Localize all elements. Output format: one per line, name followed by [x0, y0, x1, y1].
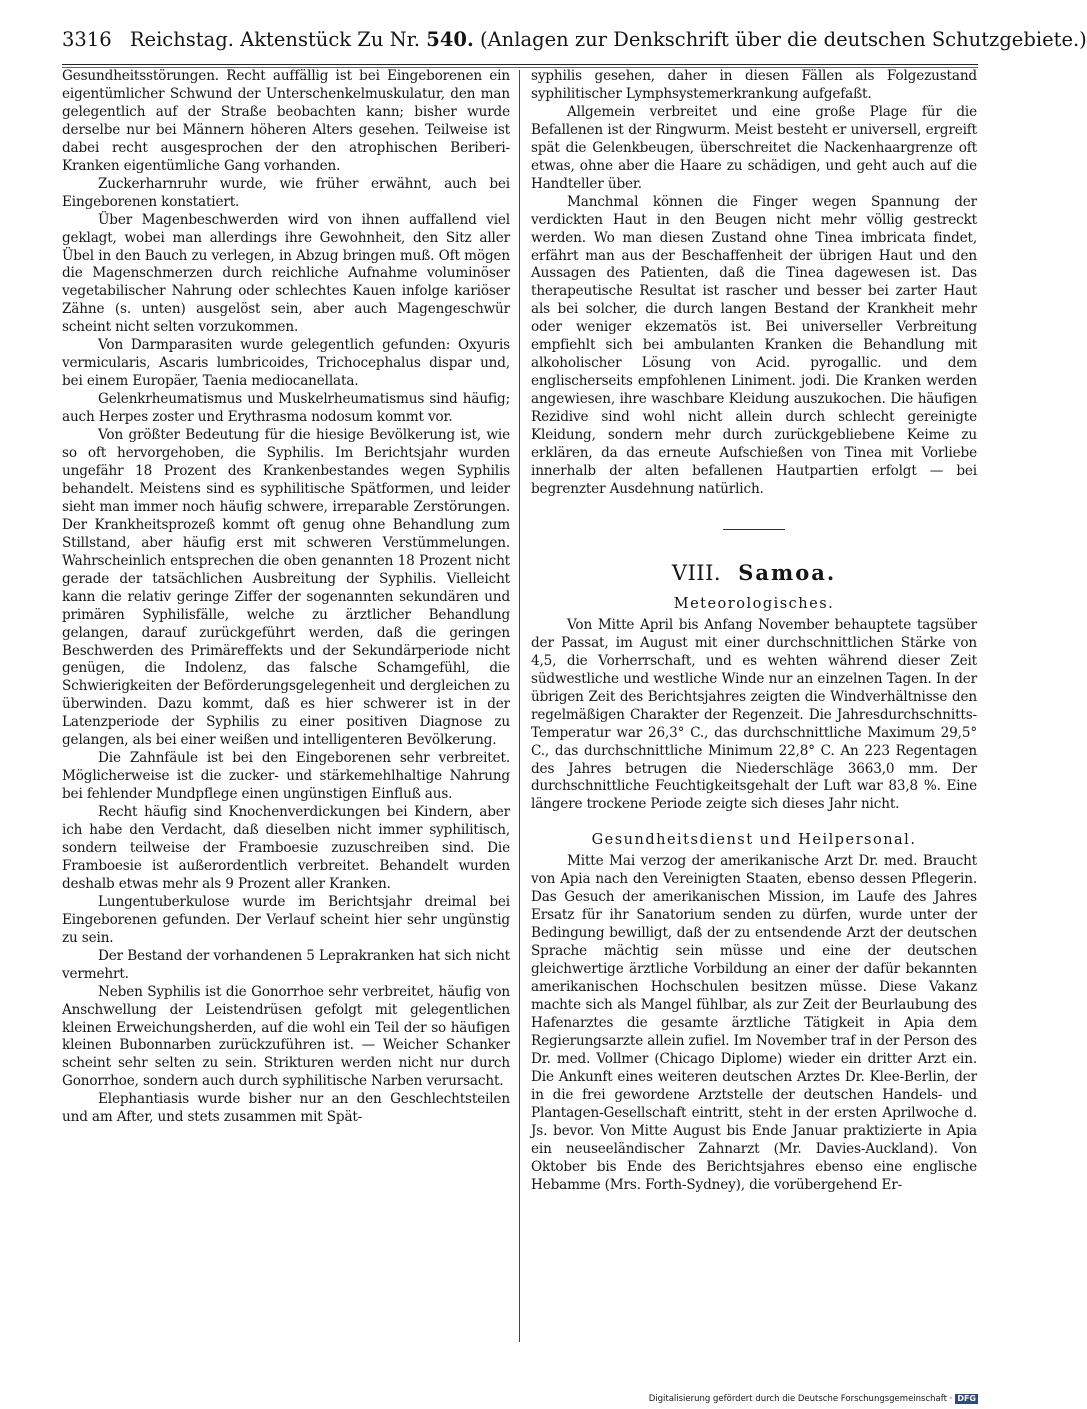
paragraph: Von größter Bedeutung für die hiesige Bevölkerung ist, wie so oft hervorgehoben, die Syphilis. Im Berichtsjahr wurden ungefähr 18 Prozent des Krankenbestandes wegen Syphilis behandelt. Meistens sind es syphilitische Spätformen, und leider sieht man immer noch häufig schwere, irreparable Zerstörungen. Der Krankheitsprozeß kommt oft genug ohne Behandlung zum Stillstand, aber häufig erst mit schweren Verstümmelungen. Wahrscheinlich entsprechen die oben genannten 18 Prozent nicht gerade der tatsächlichen Ausbreitung der Syphilis. Vielleicht kann die relativ geringe Ziffer der sogenannten sekundären und primären Syphilisfälle, welche zu ärztlicher Behandlung gelangen, darauf zurückgeführt werden, daß die geringen Beschwerden des Primäreffekts und der Sekundärperiode nicht genügen, die Indolenz, das falsche Schamgefühl, die Schwierigkeiten der Beförderungsgelegenheit und dergleichen zu überwinden. Dazu kommt, daß es hier schwerer ist in der Latenzperiode der Syphilis zu einer positiven Diagnose zu gelangen, als bei einer weißen und intelligenteren Bevölkerung. [62, 427, 510, 749]
paragraph: Zuckerharnruhr wurde, wie früher erwähnt, auch bei Eingeborenen konstatiert. [62, 175, 510, 210]
paragraph: Gesundheitsstörungen. Recht auffällig ist bei Eingeborenen ein eigentümlicher Schwund der Unterschenkelmuskulatur, den man gelegentlich auf der Straße beobachten kann; bisher wurde derselbe nur bei Männern höheren Alters gesehen. Teilweise ist dabei recht ausgesprochen der den atrophischen Beriberi-Kranken eigentümliche Gang vorhanden. [62, 68, 510, 174]
header-subtitle: (Anlagen zur Denkschrift über die deutschen Schutzgebiete.) [479, 28, 1087, 51]
section-number: VIII. [671, 560, 722, 585]
paragraph: Der Bestand der vorhandenen 5 Leprakranken hat sich nicht vermehrt. [62, 947, 510, 982]
paragraph: Mitte Mai verzog der amerikanische Arzt Dr. med. Braucht von Apia nach den Vereinigten Staaten, ebenso dessen Pflegerin. Das Gesuch der amerikanischen Mission, im Laufe des Jahres Ersatz für ihr Sanatorium senden zu dürfen, wurde unter der Bedingung bewilligt, daß der zu entsendende Arzt der deutschen Sprache mächtig sein müsse und eine der deutschen gleichwertige ärztliche Vorbildung an einer der dafür bekannten amerikanischen Hochschulen besitzen müsse. Diese Vakanz machte sich als Mangel fühlbar, als zur Zeit der Beurlaubung des Hafenarztes die gesamte ärztliche Tätigkeit in Apia dem Regierungsarzte allein zufiel. Im November traf in der Person des Dr. med. Vollmer (Chicago Diplome) wieder ein dritter Arzt ein. Die Ankunft eines weiteren deutschen Arztes Dr. Klee-Berlin, der in die frei gewordene Arztstelle der deutschen Handels- und Plantagen-Gesellschaft eintritt, steht in der ersten Aprilwoche d. Js. bevor. Von Mitte August bis Ende Januar praktizierte in Apia ein neuseeländischer Zahnarzt (Mr. Davies-Auckland). Von Oktober bis Ende des Berichtsjahres ebenso eine englische Hebamme (Mrs. Forth-Sydney), die vorübergehend Er- [531, 853, 977, 1193]
paragraph: Von Mitte April bis Anfang November behauptete tagsüber der Passat, im August mit einer durchschnittlichen Stärke von 4,5, die Vorherrschaft, und es wehten während dieser Zeit südwestliche und westliche Winde nur an einzelnen Tagen. In der übrigen Zeit des Berichtsjahres zeigten die Windverhältnisse den regelmäßigen Charakter der Regenzeit. Die Jahresdurchschnitts-Temperatur war 26,3° C., das durchschnittliche Maximum 29,5° C., das durchschnittliche Minimum 22,8° C. An 223 Regentagen des Jahres betrugen die Niederschläge 3663,0 mm. Der durchschnittliche Feuchtigkeitsgehalt der Luft war 83,8 %. Eine längere trockene Periode zeigte sich dieses Jahr nicht. [531, 616, 977, 813]
paragraph: Gelenkrheumatismus und Muskelrheumatismus sind häufig; auch Herpes zoster und Erythrasma nodosum kommt vor. [62, 391, 510, 426]
page-number: 3316 [62, 28, 112, 51]
section-separator [723, 529, 785, 530]
paragraph: Über Magenbeschwerden wird von ihnen auffallend viel geklagt, wobei man allerdings ihre Gewohnheit, den Sitz aller Übel in den Bauch zu verlegen, in Abzug bringen muß. Oft mögen die Magenschmerzen durch reichliche Aufnahme voluminöser vegetabilischer Nahrung oder schlechtes Kauen infolge kariöser Zähne (s. unten) ausgelöst sein, aber auch Magengeschwür scheint nicht selten vorzukommen. [62, 211, 510, 336]
subheading-health-service: Gesundheitsdienst und Heilpersonal. [591, 832, 917, 849]
footer-text: Digitalisierung gefördert durch die Deutsche Forschungsgemeinschaft · [648, 1394, 953, 1404]
subheading-meteorology: Meteorologisches. [673, 595, 835, 612]
column-divider [519, 70, 520, 1342]
paragraph: syphilis gesehen, daher in diesen Fällen als Folgezustand syphilitischer Lymphsystemerkrankung aufgefaßt. [531, 68, 977, 102]
paragraph: Allgemein verbreitet und eine große Plage für die Befallenen ist der Ringwurm. Meist besteht er universell, ergreift spät die Gelenkbeugen, überschreitet die Nackenhaargrenze oft etwas, ohne aber die Haare zu schädigen, und geht auch auf die Handteller über. [531, 103, 977, 192]
section-heading [531, 560, 977, 586]
paragraph: Von Darmparasiten wurde gelegentlich gefunden: Oxyuris vermicularis, Ascaris lumbricoides, Trichocephalus dispar und, bei einem Europäer, Taenia mediocanellata. [62, 337, 510, 390]
paragraph: Die Zahnfäule ist bei den Eingeborenen sehr verbreitet. Möglicherweise ist die zucker- und stärkemehlhaltige Nahrung bei fehlender Mundpflege einen ungünstigen Einfluß aus. [62, 750, 510, 803]
left-column [62, 68, 510, 1127]
header-title: Reichstag. Aktenstück Zu Nr. [129, 28, 421, 51]
header-rule [62, 64, 978, 65]
right-column [531, 68, 977, 1194]
footer-credit [649, 1394, 978, 1404]
paragraph: Lungentuberkulose wurde im Berichtsjahr dreimal bei Eingeborenen gefunden. Der Verlauf scheint hier sehr ungünstig zu sein. [62, 893, 510, 946]
dfg-logo: DFG [957, 1394, 976, 1403]
paragraph: Recht häufig sind Knochenverdickungen bei Kindern, aber ich habe den Verdacht, daß dieselben nicht immer syphilitisch, sondern teilweise der Framboesie zuzuschreiben sind. Die Framboesie ist außerordentlich verbreitet. Behandelt wurden deshalb etwas mehr als 9 Prozent aller Kranken. [62, 804, 510, 892]
header-issue-number: 540. [426, 28, 474, 51]
paragraph: Elephantiasis wurde bisher nur an den Geschlechtsteilen und am After, und stets zusammen mit Spät- [62, 1091, 510, 1126]
running-header [62, 26, 1087, 54]
section-name: Samoa. [738, 559, 837, 585]
paragraph: Manchmal können die Finger wegen Spannung der verdickten Haut in den Beugen nicht mehr völlig gestreckt werden. Wo man diesen Zustand ohne Tinea imbricata findet, erfährt man aus der Beschaffenheit der übrigen Haut und den Aussagen des Patienten, daß die Tinea dagewesen ist. Das therapeutische Resultat ist rascher und besser bei zarter Haut als bei solcher, die durch langen Bestand der Krankheit mehr oder weniger ekzematös ist. Bei universeller Verbreitung empfiehlt sich bei ambulanten Kranken die Behandlung mit alkoholischer Lösung von Acid. pyrogallic. und dem englischerseits empfohlenen Liniment. jodi. Die Kranken werden angewiesen, ihre waschbare Kleidung auszukochen. Die häufigen Rezidive sind wohl nicht allein durch schlecht gereinigte Kleidung, sondern mehr durch zurückgebliebene Keime zu erklären, da das erneute Aufschießen von Tinea mit Vorliebe innerhalb der alten befallenen Hautpartien erfolgt — bei begrenzter Ausdehnung natürlich. [531, 193, 977, 497]
paragraph: Neben Syphilis ist die Gonorrhoe sehr verbreitet, häufig von Anschwellung der Leistendrüsen gefolgt mit gelegentlichen kleinen Erweichungsherden, auf die wohl ein Teil der so häufigen kleinen Bubonnarben zurückzuführen ist. — Weicher Schanker scheint sehr selten zu sein. Strikturen werden nicht nur durch Gonorrhoe, sondern auch durch syphilitische Narben verursacht. [62, 983, 510, 1090]
